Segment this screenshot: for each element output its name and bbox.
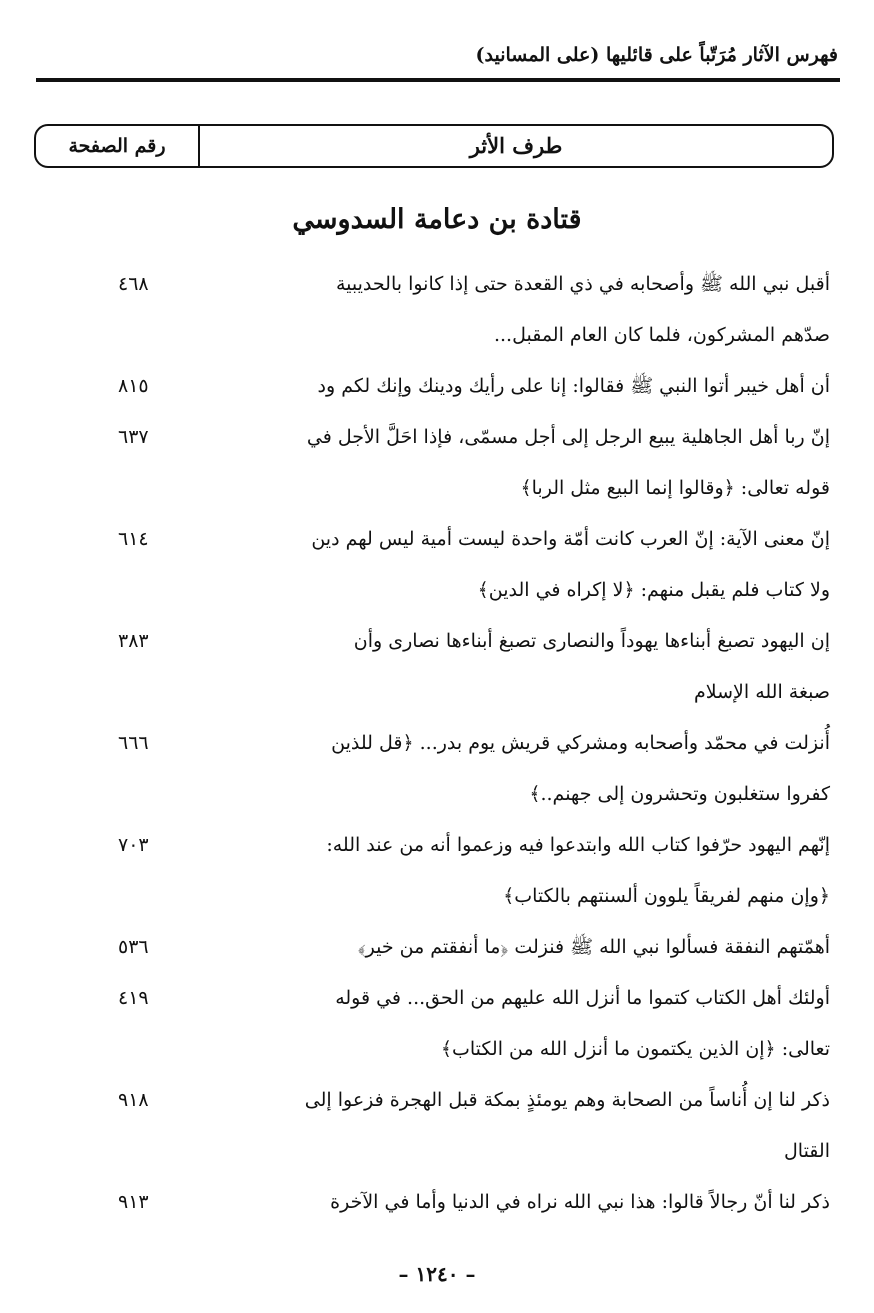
entry-line: إنّهم اليهود حرّفوا كتاب الله وابتدعوا فيه وزعموا أنه من عند الله: [326, 834, 830, 856]
entry-line: أُنزلت في محمّد وأصحابه ومشركي قريش يوم بدر... ﴿قل للذين [331, 732, 830, 754]
entry-text [190, 929, 830, 980]
list-item [0, 623, 874, 725]
entry-page-number: ٦٦٦ [118, 732, 149, 754]
entry-page-number: ٥٣٦ [118, 936, 149, 958]
entry-text [190, 521, 830, 623]
list-item [0, 827, 874, 929]
entry-text [190, 827, 830, 929]
list-item [0, 980, 874, 1082]
list-item [0, 1184, 874, 1235]
page-header [36, 38, 840, 82]
entry-page-number: ٦١٤ [118, 528, 149, 550]
entry-line: أهمّتهم النفقة فسألوا نبي الله ﷺ فنزلت ﴿ما أنفقتم من خير﴾ [357, 936, 830, 958]
entry-line: إنّ معنى الآية: إنّ العرب كانت أمّة واحدة ليست أمية ليس لهم دين [311, 528, 830, 550]
column-header-box [34, 124, 834, 168]
page-number: – ١٢٤٠ – [398, 1262, 476, 1286]
column-label-text: طرف الأثر [469, 133, 563, 158]
entry-text [190, 266, 830, 368]
running-title: فهرس الآثار مُرَتّباً على قائليها (على المسانيد) [475, 44, 838, 66]
list-item [0, 266, 874, 368]
entry-line: أقبل نبي الله ﷺ وأصحابه في ذي القعدة حتى إذا كانوا بالحديبية [335, 273, 830, 295]
entry-line: قوله تعالى: ﴿وقالوا إنما البيع مثل الربا﴾ [520, 477, 830, 499]
entry-line: ﴿وإن منهم لفريقاً يلوون ألسنتهم بالكتاب﴾ [503, 885, 830, 907]
entry-text [190, 623, 830, 725]
entry-text [190, 980, 830, 1082]
column-label-page-number: رقم الصفحة [68, 135, 166, 157]
entry-page-number: ٤٦٨ [118, 273, 149, 295]
entry-text [190, 1184, 830, 1235]
entry-line: أولئك أهل الكتاب كتموا ما أنزل الله عليهم من الحق... في قوله [335, 987, 830, 1009]
entry-line: إن اليهود تصبغ أبناءها يهوداً والنصارى تصبغ أبناءها نصارى وأن [353, 630, 830, 652]
entry-line: إنّ ربا أهل الجاهلية يبيع الرجل إلى أجل مسمّى، فإذا احَلَّ الأجل في [306, 426, 830, 448]
section-title: قتادة بن دعامة السدوسي [292, 204, 582, 235]
entry-text [190, 368, 830, 419]
entry-line: كفروا ستغلبون وتحشرون إلى جهنم..﴾ [529, 783, 830, 805]
entry-line: تعالى: ﴿إن الذين يكتمون ما أنزل الله من الكتاب﴾ [440, 1038, 830, 1060]
entry-line: ذكر لنا إن أُناساً من الصحابة وهم يومئذٍ بمكة قبل الهجرة فزعوا إلى [304, 1089, 830, 1111]
entry-page-number: ٣٨٣ [118, 630, 149, 652]
entry-text [190, 1082, 830, 1184]
entry-line: صبغة الله الإسلام [694, 681, 830, 703]
entry-text [190, 725, 830, 827]
list-item [0, 368, 874, 419]
entry-page-number: ٦٣٧ [118, 426, 149, 448]
entry-line: ذكر لنا أنّ رجالاً قالوا: هذا نبي الله نراه في الدنيا وأما في الآخرة [330, 1191, 830, 1213]
entry-page-number: ٩١٣ [118, 1191, 149, 1213]
list-item [0, 929, 874, 980]
entry-line: أن أهل خيبر أتوا النبي ﷺ فقالوا: إنا على رأيك ودينك وإنك لكم ود [317, 375, 830, 397]
list-item [0, 725, 874, 827]
entry-page-number: ٧٠٣ [118, 834, 149, 856]
entry-line: صدّهم المشركون، فلما كان العام المقبل... [493, 324, 830, 346]
list-item [0, 521, 874, 623]
entry-text [190, 419, 830, 521]
entry-page-number: ٩١٨ [118, 1089, 149, 1111]
entry-line: ولا كتاب فلم يقبل منهم: ﴿لا إكراه في الدين﴾ [477, 579, 830, 601]
entry-page-number: ٨١٥ [118, 375, 149, 397]
entry-line: القتال [783, 1140, 830, 1162]
entry-page-number: ٤١٩ [118, 987, 149, 1009]
list-item [0, 419, 874, 521]
list-item [0, 1082, 874, 1184]
